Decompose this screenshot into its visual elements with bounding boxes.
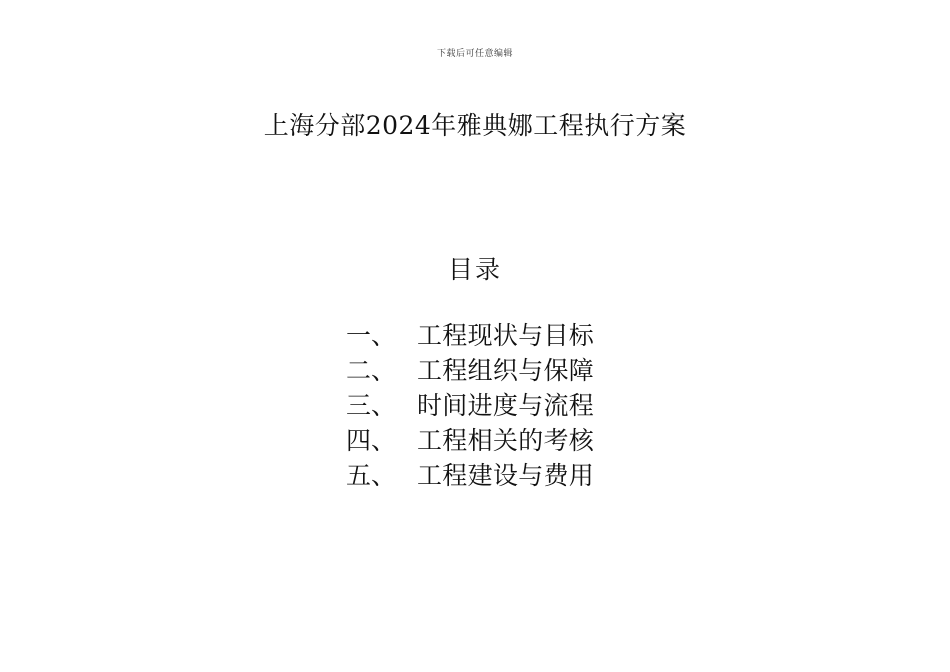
toc-item [346,318,646,353]
toc-item-number: 三、 [346,391,397,420]
toc-item-text: 工程建设与费用 [417,461,595,490]
toc-item-number: 五、 [346,461,397,490]
toc-item [346,423,646,458]
toc-item [346,353,646,388]
toc-item-text: 工程相关的考核 [417,426,595,455]
document-title: 上海分部2024年雅典娜工程执行方案 [263,111,687,140]
toc-item [346,388,646,423]
toc-item-text: 时间进度与流程 [417,391,595,420]
toc-item [346,458,646,493]
toc-item-number: 二、 [346,356,397,385]
toc-item-number: 四、 [346,426,397,455]
toc-item-text: 工程现状与目标 [417,321,595,350]
header-note: 下载后可任意编辑 [436,49,513,59]
toc-item-text: 工程组织与保障 [417,356,595,385]
table-of-contents [346,318,646,493]
toc-item-number: 一、 [346,321,397,350]
toc-heading: 目录 [447,255,502,284]
